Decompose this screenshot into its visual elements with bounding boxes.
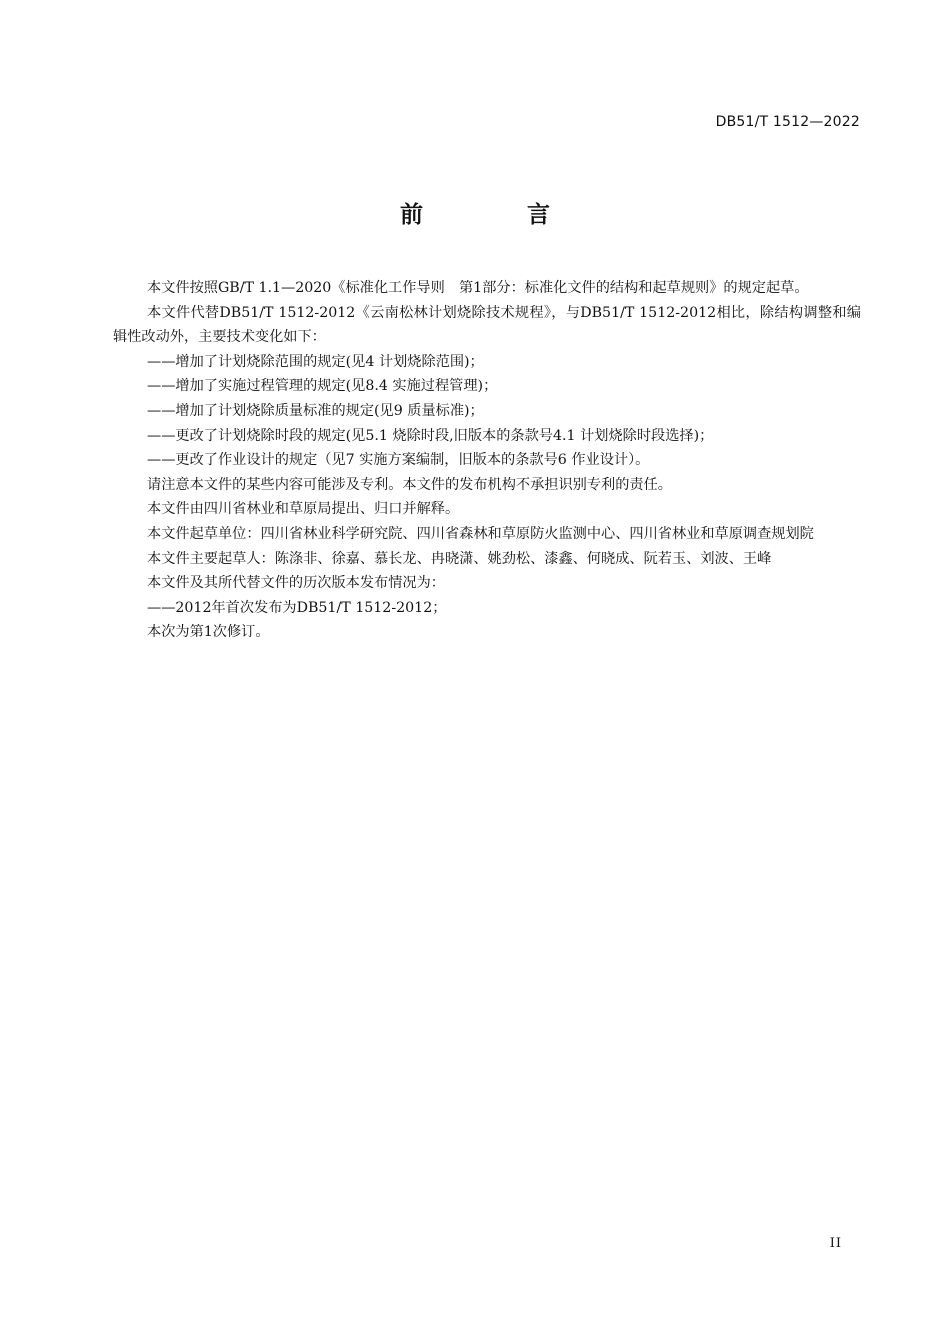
change-item: ——增加了计划烧除质量标准的规定(见9 质量标准)； xyxy=(147,402,484,419)
change-item: ——更改了作业设计的规定（见7 实施方案编制，旧版本的条款号6 作业设计）。 xyxy=(147,452,650,469)
history-item: ——2012年首次发布为DB51/T 1512-2012； xyxy=(147,599,447,616)
change-item: ——增加了实施过程管理的规定(见8.4 实施过程管理)； xyxy=(147,378,498,395)
foreword-body xyxy=(113,276,861,645)
paragraph-patent-notice: 请注意本文件的某些内容可能涉及专利。本文件的发布机构不承担识别专利的责任。 xyxy=(147,476,672,493)
page-number: II xyxy=(829,1236,842,1251)
paragraph-replacement: 本文件代替DB51/T 1512-2012《云南松林计划烧除技术规程》，与DB51/T 1512-2012相比，除结构调整和编辑性改动外，主要技术变化如下： xyxy=(113,304,861,346)
paragraph-revision-note: 本次为第1次修订。 xyxy=(147,624,270,641)
paragraph-drafting-units: 本文件起草单位：四川省林业科学研究院、四川省森林和草原防火监测中心、四川省林业和草原调查规划院 xyxy=(147,525,814,542)
change-item: ——增加了计划烧除范围的规定(见4 计划烧除范围)； xyxy=(147,353,484,370)
paragraph-proposer: 本文件由四川省林业和草原局提出、归口并解释。 xyxy=(147,501,460,518)
paragraph-drafters: 本文件主要起草人：陈涤非、徐嘉、慕长龙、冉晓潇、姚劲松、漆鑫、何晓成、阮若玉、刘波、王峰 xyxy=(147,550,772,567)
document-id: DB51/T 1512—2022 xyxy=(715,114,860,130)
page-title: 前 言 xyxy=(399,202,598,228)
change-item: ——更改了计划烧除时段的规定(见5.1 烧除时段,旧版本的条款号4.1 计划烧除时段选择)； xyxy=(147,427,714,444)
paragraph-drafting-rules: 本文件按照GB/T 1.1—2020《标准化工作导则 第1部分：标准化文件的结构和起草规则》的规定起草。 xyxy=(147,280,809,296)
paragraph-version-history: 本文件及其所代替文件的历次版本发布情况为： xyxy=(147,575,445,592)
